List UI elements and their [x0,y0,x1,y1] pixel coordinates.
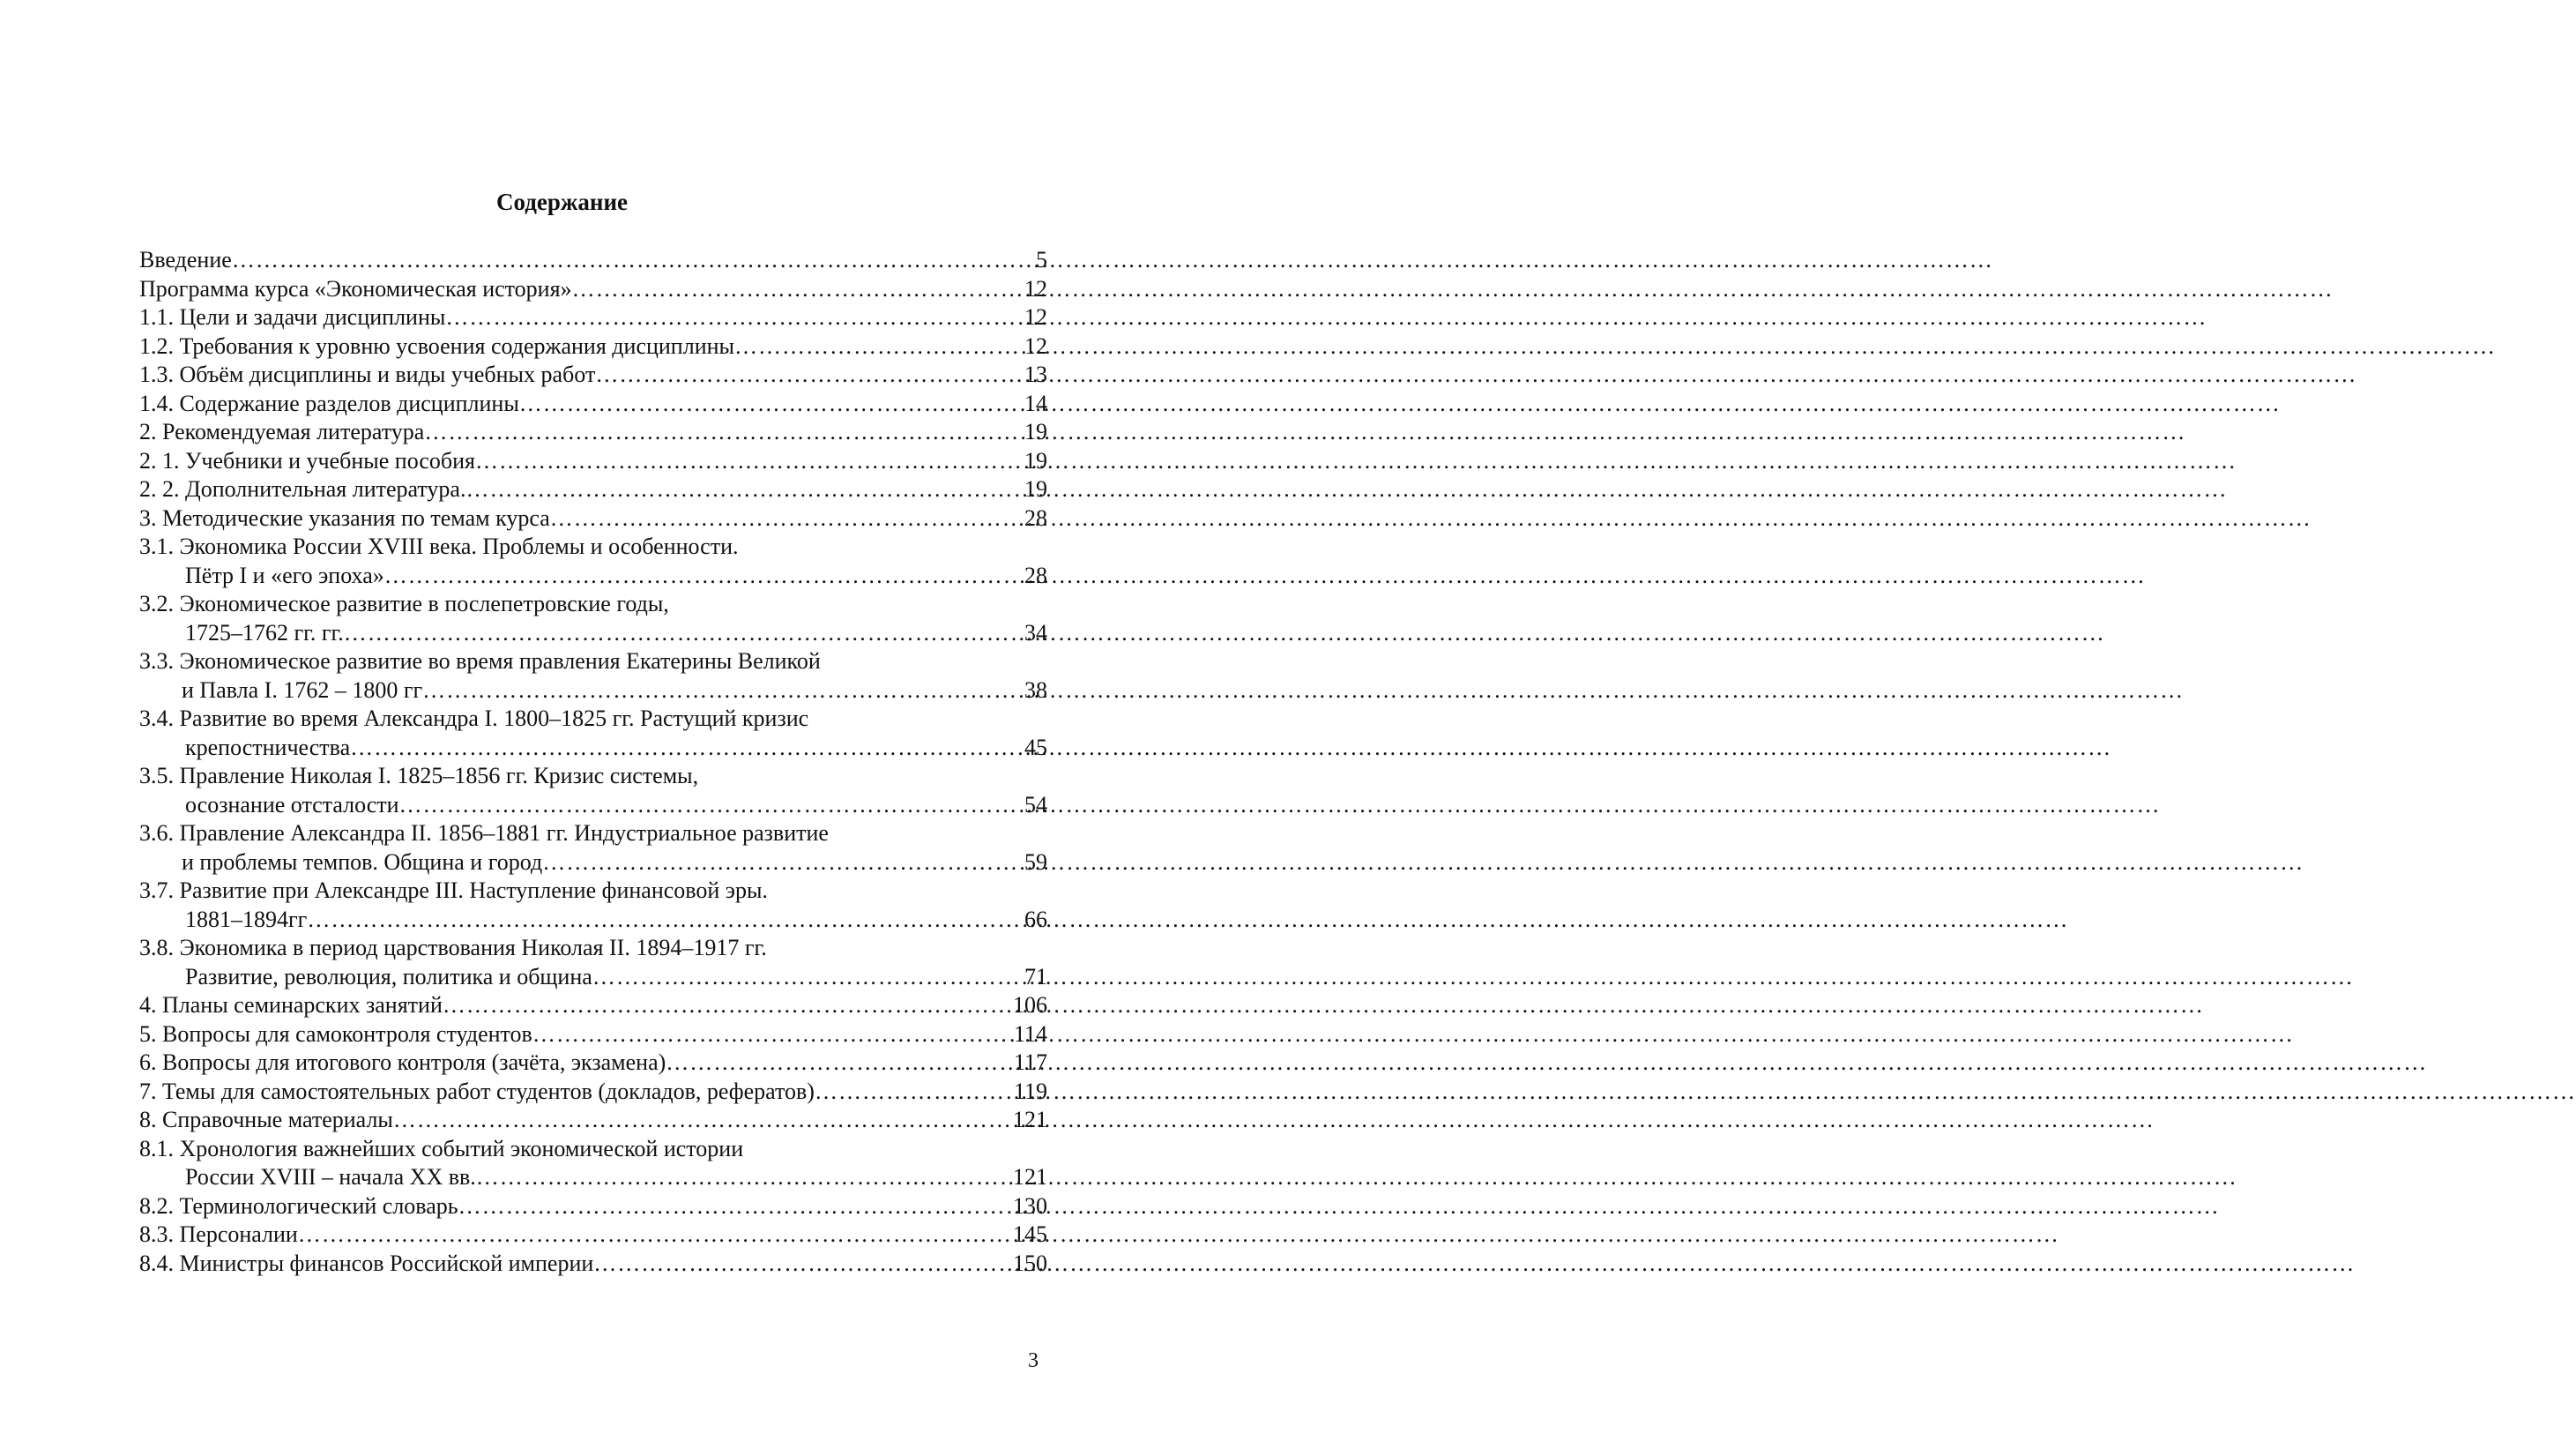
toc-entry-page: 12 [1024,304,1047,330]
dot-leader [475,447,1023,476]
toc-entry-page: 19 [1024,419,1047,444]
toc-entry[interactable] [139,1250,1047,1279]
toc-entry-label: 6. Вопросы для итогового контроля (зачёта, экзамена) [139,1049,666,1075]
dot-leader [550,504,1023,534]
toc-entry-label: 8.3. Персоналии [139,1221,298,1247]
toc-entry-label: России XVIII – начала XX вв. [185,1164,476,1190]
toc-entry-page: 150 [1013,1250,1047,1276]
toc-entry-page: 38 [1024,676,1047,703]
toc-entry-label: 8.4. Министры финансов Российской империи [139,1250,594,1276]
toc-entry[interactable] [139,991,1047,1020]
toc-entry-page: 54 [1024,791,1047,818]
toc-entry[interactable] [139,475,1047,504]
toc-entry-page: 12 [1024,332,1047,359]
toc-entry-page: 106 [1013,992,1047,1018]
dot-leader [572,275,1023,304]
toc-entry[interactable] [139,848,1047,877]
toc-entry-heading[interactable]: 3.6. Правление Александра II. 1856–1881 гг. Индустриальное развитие [139,820,829,846]
toc-entry[interactable] [139,275,1047,304]
toc-entry[interactable] [139,390,1047,419]
dot-leader [542,848,1023,877]
dot-leader [593,1250,1011,1279]
dot-leader [476,1163,1011,1192]
toc-entry-label: Введение [139,247,232,273]
toc-entry-label: 2. 1. Учебники и учебные пособия [139,447,476,474]
dot-leader [344,619,1023,648]
toc-entry-page: 66 [1024,906,1047,932]
toc-entry-heading[interactable]: 3.2. Экономическое развитие в послепетровские годы, [139,591,669,616]
dot-leader [307,906,1023,935]
toc-entry-label: и проблемы темпов. Община и город [182,848,543,875]
toc-entry-page: 59 [1024,848,1047,875]
toc-entry-heading[interactable]: 3.7. Развитие при Александре III. Наступление финансовой эры. [139,877,768,903]
toc-entry-label: 1881–1894гг [185,906,308,932]
toc-entry-page: 34 [1024,619,1047,646]
toc-entry-page: 117 [1013,1049,1047,1075]
toc-entry[interactable] [139,676,1047,706]
toc-entry-page: 145 [1013,1221,1047,1247]
dot-leader [465,475,1023,504]
toc-entry-label: 2. 2. Дополнительная литература. [139,476,466,502]
toc-entry[interactable] [139,1221,1047,1250]
toc-entry[interactable] [139,246,1047,275]
dot-leader [445,303,1023,332]
toc-entry-label: Пётр I и «его эпоха» [185,562,384,588]
dot-leader [532,1020,1012,1049]
toc-entry[interactable] [139,361,1047,390]
toc-entry-page: 71 [1024,963,1047,989]
dot-leader [443,991,1011,1020]
toc-entry[interactable] [139,303,1047,332]
toc-entry-page: 13 [1024,362,1047,387]
toc-entry-label: 2. Рекомендуемая литература [139,419,425,444]
dot-leader [734,332,1023,362]
dot-leader [298,1221,1011,1250]
toc-entry-label: 1.3. Объём дисциплины и виды учебных работ [139,362,596,387]
toc-entry-label: 5. Вопросы для самоконтроля студентов [139,1020,532,1047]
toc-entry[interactable] [139,619,1047,648]
toc-entry-label: 1725–1762 гг. гг. [185,619,344,646]
toc-entry[interactable] [139,906,1047,935]
toc-entry[interactable] [139,418,1047,447]
toc-entry-heading[interactable]: 8.1. Хронология важнейших событий экономической истории [139,1135,744,1161]
toc-entry-label: 3. Методические указания по темам курса [139,504,550,531]
dot-leader [592,963,1023,992]
toc-entry-label: 1.1. Цели и задачи дисциплины [139,304,446,330]
toc-entry-label: крепостничества [185,734,351,760]
toc-entry-label: и Павла I. 1762 – 1800 гг [182,676,423,703]
toc-entry-page: 12 [1024,275,1047,302]
toc-entry-label: 7. Темы для самостоятельных работ студентов (докладов, рефератов) [139,1078,815,1104]
toc-entry-heading[interactable]: 3.3. Экономическое развитие во время правления Екатерины Великой [139,648,821,674]
toc-entry[interactable] [139,1020,1047,1049]
table-of-contents [139,246,1047,1278]
toc-entry-label: 1.2. Требования к уровню усвоения содержания дисциплины [139,332,734,359]
toc-entry-page: 28 [1024,562,1047,588]
toc-entry[interactable] [139,963,1047,992]
toc-entry[interactable] [139,1049,1047,1078]
page-title: Содержание [495,189,629,215]
toc-entry[interactable] [139,504,1047,534]
toc-entry-page: 45 [1024,734,1047,760]
toc-entry-page: 114 [1013,1020,1047,1047]
toc-entry-page: 119 [1013,1078,1047,1104]
toc-entry-label: 1.4. Содержание разделов дисциплины [139,390,519,416]
toc-entry-page: 19 [1024,476,1047,502]
toc-entry-label: 4. Планы семинарских занятий [139,992,443,1018]
toc-entry-page: 5 [1036,247,1047,273]
toc-entry-label: 8.2. Терминологический словарь [139,1192,458,1219]
dot-leader [666,1049,1012,1078]
toc-entry[interactable] [139,1192,1047,1221]
toc-entry[interactable] [139,562,1047,591]
toc-entry-heading[interactable]: 3.5. Правление Николая I. 1825–1856 гг. Кризис системы, [139,763,699,788]
dot-leader [384,562,1023,591]
toc-entry-label: 8. Справочные материалы [139,1107,393,1132]
toc-entry-heading[interactable]: 3.1. Экономика России XVIII века. Проблемы и особенности. [139,534,739,559]
toc-entry-page: 130 [1013,1192,1047,1219]
dot-leader [399,791,1023,820]
toc-entry-heading[interactable]: 3.8. Экономика в период царствования Николая II. 1894–1917 гг. [139,935,767,960]
dot-leader [519,390,1023,419]
toc-entry-label: Развитие, революция, политика и община [185,963,592,989]
toc-entry[interactable] [139,734,1047,763]
dot-leader [458,1192,1011,1221]
toc-entry-page: 19 [1024,447,1047,474]
toc-entry[interactable] [139,1106,1047,1135]
toc-entry[interactable] [139,1163,1047,1192]
page-number: 3 [1028,1349,1039,1372]
toc-entry-page: 14 [1024,390,1047,416]
dot-leader [422,676,1023,706]
toc-entry-heading[interactable]: 3.4. Развитие во время Александра I. 1800–1825 гг. Растущий кризис [139,706,809,731]
toc-entry-page: 121 [1013,1164,1047,1190]
dot-leader [424,418,1023,447]
toc-entry-label: Программа курса «Экономическая история» [139,275,572,302]
toc-entry[interactable] [139,447,1047,476]
toc-entry[interactable] [139,791,1047,820]
toc-entry-label: осознание отсталости [185,791,399,818]
toc-entry-page: 121 [1013,1107,1047,1132]
dot-leader [595,361,1023,390]
dot-leader [232,246,1034,275]
dot-leader [393,1106,1011,1135]
toc-entry[interactable] [139,1078,1047,1107]
dot-leader [815,1078,1012,1107]
dot-leader [350,734,1023,763]
toc-entry-page: 28 [1024,504,1047,531]
toc-entry[interactable] [139,332,1047,362]
